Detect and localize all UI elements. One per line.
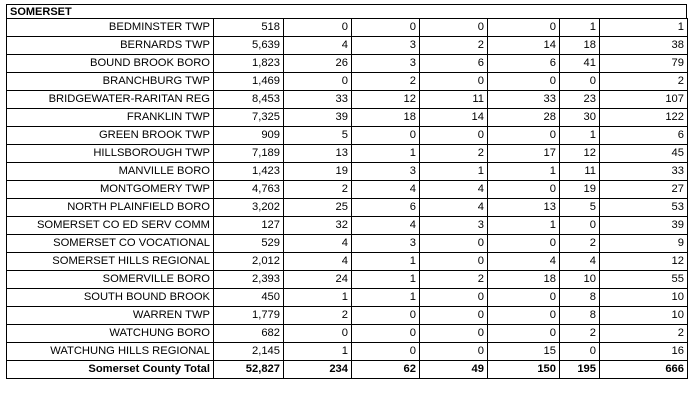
total-value-cell: 195 (560, 361, 600, 379)
value-cell: 0 (560, 217, 600, 235)
value-cell: 0 (420, 235, 488, 253)
district-name: MANVILLE BORO (7, 163, 214, 181)
value-cell: 0 (488, 181, 560, 199)
enrollment-cell: 518 (214, 19, 284, 37)
district-name: FRANKLIN TWP (7, 109, 214, 127)
value-cell: 8 (560, 307, 600, 325)
enrollment-cell: 450 (214, 289, 284, 307)
table-row (7, 307, 688, 325)
value-cell: 2 (560, 325, 600, 343)
enrollment-cell: 1,469 (214, 73, 284, 91)
enrollment-cell: 909 (214, 127, 284, 145)
value-cell: 4 (284, 235, 352, 253)
value-cell: 1 (284, 343, 352, 361)
value-cell: 0 (488, 127, 560, 145)
value-cell: 15 (488, 343, 560, 361)
value-cell: 0 (352, 343, 420, 361)
value-cell: 30 (560, 109, 600, 127)
value-cell: 2 (560, 235, 600, 253)
district-name: GREEN BROOK TWP (7, 127, 214, 145)
value-cell: 6 (420, 55, 488, 73)
district-name: BRIDGEWATER-RARITAN REG (7, 91, 214, 109)
enrollment-cell: 529 (214, 235, 284, 253)
district-table (6, 18, 688, 379)
row-total-cell: 33 (600, 163, 688, 181)
value-cell: 4 (352, 217, 420, 235)
table-row (7, 343, 688, 361)
value-cell: 26 (284, 55, 352, 73)
district-name: BEDMINSTER TWP (7, 19, 214, 37)
table-row (7, 235, 688, 253)
table-row (7, 145, 688, 163)
value-cell: 0 (352, 325, 420, 343)
row-total-cell: 38 (600, 37, 688, 55)
table-row (7, 109, 688, 127)
row-total-cell: 10 (600, 289, 688, 307)
value-cell: 6 (352, 199, 420, 217)
value-cell: 4 (488, 253, 560, 271)
value-cell: 0 (420, 325, 488, 343)
value-cell: 1 (488, 217, 560, 235)
value-cell: 28 (488, 109, 560, 127)
enrollment-cell: 682 (214, 325, 284, 343)
value-cell: 1 (560, 127, 600, 145)
district-name: BRANCHBURG TWP (7, 73, 214, 91)
value-cell: 0 (488, 325, 560, 343)
table-row (7, 55, 688, 73)
total-value-cell: 150 (488, 361, 560, 379)
table-row (7, 127, 688, 145)
value-cell: 13 (488, 199, 560, 217)
value-cell: 1 (352, 289, 420, 307)
value-cell: 0 (284, 325, 352, 343)
value-cell: 4 (284, 253, 352, 271)
value-cell: 11 (560, 163, 600, 181)
value-cell: 4 (420, 199, 488, 217)
value-cell: 2 (420, 37, 488, 55)
district-name: WATCHUNG HILLS REGIONAL (7, 343, 214, 361)
row-total-cell: 9 (600, 235, 688, 253)
value-cell: 0 (488, 19, 560, 37)
value-cell: 3 (352, 37, 420, 55)
value-cell: 0 (352, 19, 420, 37)
value-cell: 41 (560, 55, 600, 73)
value-cell: 0 (488, 289, 560, 307)
value-cell: 0 (352, 307, 420, 325)
enrollment-cell: 7,325 (214, 109, 284, 127)
value-cell: 33 (488, 91, 560, 109)
row-total-cell: 10 (600, 307, 688, 325)
value-cell: 2 (284, 181, 352, 199)
enrollment-cell: 1,423 (214, 163, 284, 181)
value-cell: 0 (488, 307, 560, 325)
value-cell: 19 (560, 181, 600, 199)
table-row (7, 289, 688, 307)
enrollment-cell: 2,393 (214, 271, 284, 289)
county-report-sheet (6, 4, 687, 379)
district-name: HILLSBOROUGH TWP (7, 145, 214, 163)
row-total-cell: 53 (600, 199, 688, 217)
value-cell: 17 (488, 145, 560, 163)
total-enrollment-cell: 52,827 (214, 361, 284, 379)
district-name: SOMERVILLE BORO (7, 271, 214, 289)
table-row (7, 181, 688, 199)
enrollment-cell: 1,779 (214, 307, 284, 325)
row-total-cell: 39 (600, 217, 688, 235)
value-cell: 5 (560, 199, 600, 217)
enrollment-cell: 127 (214, 217, 284, 235)
district-name: NORTH PLAINFIELD BORO (7, 199, 214, 217)
value-cell: 2 (420, 271, 488, 289)
value-cell: 3 (420, 217, 488, 235)
value-cell: 0 (420, 19, 488, 37)
value-cell: 0 (420, 73, 488, 91)
value-cell: 0 (488, 235, 560, 253)
value-cell: 6 (488, 55, 560, 73)
district-name: BOUND BROOK BORO (7, 55, 214, 73)
district-name: WATCHUNG BORO (7, 325, 214, 343)
value-cell: 4 (284, 37, 352, 55)
value-cell: 14 (488, 37, 560, 55)
value-cell: 0 (488, 73, 560, 91)
table-row (7, 217, 688, 235)
table-row (7, 73, 688, 91)
enrollment-cell: 1,823 (214, 55, 284, 73)
district-name: SOMERSET CO ED SERV COMM (7, 217, 214, 235)
table-row (7, 253, 688, 271)
value-cell: 5 (284, 127, 352, 145)
grand-total-cell: 666 (600, 361, 688, 379)
value-cell: 14 (420, 109, 488, 127)
district-name: MONTGOMERY TWP (7, 181, 214, 199)
row-total-cell: 122 (600, 109, 688, 127)
row-total-cell: 27 (600, 181, 688, 199)
row-total-cell: 2 (600, 73, 688, 91)
value-cell: 2 (284, 307, 352, 325)
value-cell: 2 (352, 73, 420, 91)
county-total-label: Somerset County Total (7, 361, 214, 379)
value-cell: 3 (352, 55, 420, 73)
value-cell: 0 (284, 73, 352, 91)
row-total-cell: 45 (600, 145, 688, 163)
value-cell: 1 (488, 163, 560, 181)
enrollment-cell: 2,145 (214, 343, 284, 361)
county-total-row (7, 361, 688, 379)
value-cell: 0 (420, 127, 488, 145)
value-cell: 1 (352, 271, 420, 289)
value-cell: 32 (284, 217, 352, 235)
value-cell: 4 (560, 253, 600, 271)
value-cell: 1 (284, 289, 352, 307)
value-cell: 11 (420, 91, 488, 109)
value-cell: 0 (352, 127, 420, 145)
table-row (7, 163, 688, 181)
value-cell: 0 (560, 343, 600, 361)
row-total-cell: 55 (600, 271, 688, 289)
table-row (7, 325, 688, 343)
row-total-cell: 12 (600, 253, 688, 271)
value-cell: 25 (284, 199, 352, 217)
value-cell: 39 (284, 109, 352, 127)
enrollment-cell: 7,189 (214, 145, 284, 163)
district-name: SOMERSET CO VOCATIONAL (7, 235, 214, 253)
value-cell: 1 (560, 19, 600, 37)
value-cell: 18 (560, 37, 600, 55)
value-cell: 0 (284, 19, 352, 37)
value-cell: 0 (420, 253, 488, 271)
table-row (7, 19, 688, 37)
value-cell: 0 (420, 343, 488, 361)
value-cell: 12 (352, 91, 420, 109)
district-name: BERNARDS TWP (7, 37, 214, 55)
value-cell: 0 (420, 307, 488, 325)
row-total-cell: 79 (600, 55, 688, 73)
row-total-cell: 2 (600, 325, 688, 343)
table-row (7, 37, 688, 55)
total-value-cell: 62 (352, 361, 420, 379)
row-total-cell: 6 (600, 127, 688, 145)
value-cell: 2 (420, 145, 488, 163)
district-name: WARREN TWP (7, 307, 214, 325)
total-value-cell: 234 (284, 361, 352, 379)
value-cell: 3 (352, 163, 420, 181)
enrollment-cell: 2,012 (214, 253, 284, 271)
value-cell: 18 (488, 271, 560, 289)
enrollment-cell: 4,763 (214, 181, 284, 199)
value-cell: 8 (560, 289, 600, 307)
value-cell: 0 (560, 73, 600, 91)
county-header: SOMERSET (6, 4, 687, 18)
enrollment-cell: 8,453 (214, 91, 284, 109)
value-cell: 1 (420, 163, 488, 181)
row-total-cell: 16 (600, 343, 688, 361)
table-row (7, 91, 688, 109)
value-cell: 23 (560, 91, 600, 109)
table-row (7, 271, 688, 289)
row-total-cell: 107 (600, 91, 688, 109)
value-cell: 10 (560, 271, 600, 289)
value-cell: 1 (352, 253, 420, 271)
value-cell: 12 (560, 145, 600, 163)
value-cell: 0 (420, 289, 488, 307)
table-row (7, 199, 688, 217)
value-cell: 1 (352, 145, 420, 163)
total-value-cell: 49 (420, 361, 488, 379)
value-cell: 13 (284, 145, 352, 163)
district-name: SOUTH BOUND BROOK (7, 289, 214, 307)
enrollment-cell: 3,202 (214, 199, 284, 217)
value-cell: 4 (420, 181, 488, 199)
value-cell: 24 (284, 271, 352, 289)
row-total-cell: 1 (600, 19, 688, 37)
value-cell: 33 (284, 91, 352, 109)
value-cell: 4 (352, 181, 420, 199)
value-cell: 3 (352, 235, 420, 253)
value-cell: 19 (284, 163, 352, 181)
enrollment-cell: 5,639 (214, 37, 284, 55)
district-name: SOMERSET HILLS REGIONAL (7, 253, 214, 271)
value-cell: 18 (352, 109, 420, 127)
